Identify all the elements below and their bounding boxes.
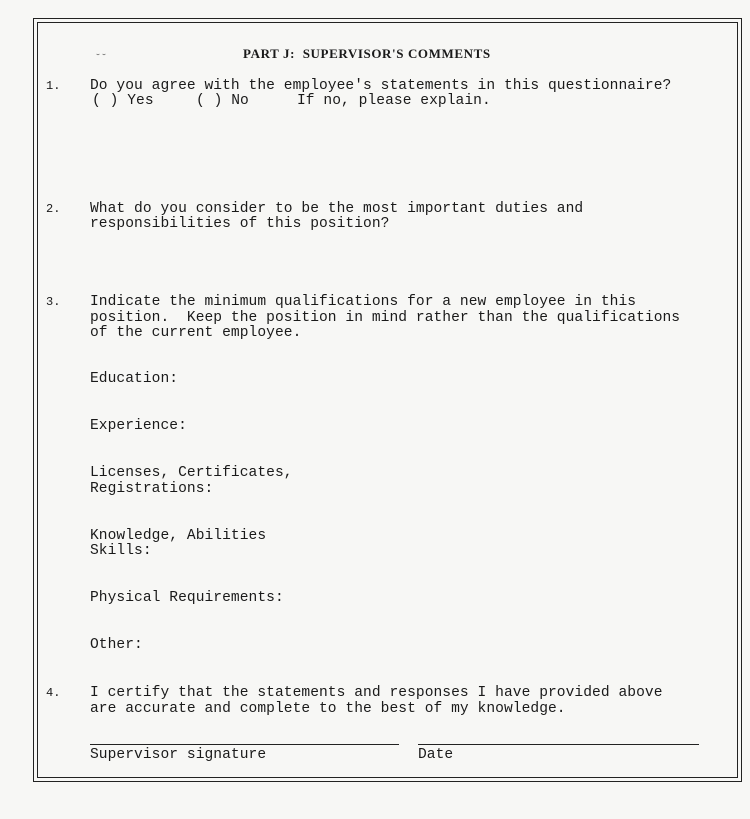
form-border-inner bbox=[37, 22, 738, 778]
question-2-number: 2. bbox=[46, 202, 61, 216]
licenses-label-line-2: Registrations: bbox=[90, 481, 214, 497]
experience-label: Experience: bbox=[90, 418, 187, 434]
date-line[interactable] bbox=[418, 744, 699, 745]
question-4-number: 4. bbox=[46, 686, 61, 700]
question-1-number: 1. bbox=[46, 79, 61, 93]
explain-prompt: If no, please explain. bbox=[297, 93, 491, 109]
question-1-text: Do you agree with the employee's statements in this questionnaire? bbox=[90, 78, 672, 94]
date-label: Date bbox=[418, 747, 454, 763]
knowledge-label-line-1: Knowledge, Abilities bbox=[90, 528, 267, 544]
education-label: Education: bbox=[90, 371, 179, 387]
physical-requirements-label: Physical Requirements: bbox=[90, 590, 284, 606]
question-3-number: 3. bbox=[46, 295, 61, 309]
form-title: PART J: SUPERVISOR'S COMMENTS bbox=[243, 46, 491, 61]
question-2-line-1: What do you consider to be the most important duties and bbox=[90, 201, 584, 217]
question-3-line-3: of the current employee. bbox=[90, 325, 302, 341]
signature-label: Supervisor signature bbox=[90, 747, 267, 763]
question-3-line-1: Indicate the minimum qualifications for a new employee in this bbox=[90, 294, 637, 310]
question-2-line-2: responsibilities of this position? bbox=[90, 216, 390, 232]
signature-line[interactable] bbox=[90, 744, 399, 745]
licenses-label-line-1: Licenses, Certificates, bbox=[90, 465, 293, 481]
question-4-line-1: I certify that the statements and responses I have provided above bbox=[90, 685, 663, 701]
question-3-line-2: position. Keep the position in mind rather than the qualifications bbox=[90, 310, 681, 326]
form-border-outer bbox=[33, 18, 742, 782]
no-checkbox-label[interactable]: ( ) No bbox=[196, 93, 249, 109]
other-label: Other: bbox=[90, 637, 143, 653]
scan-speck: ˘˘ bbox=[95, 54, 108, 65]
question-4-line-2: are accurate and complete to the best of my knowledge. bbox=[90, 701, 566, 717]
yes-checkbox-label[interactable]: ( ) Yes bbox=[92, 93, 154, 109]
knowledge-label-line-2: Skills: bbox=[90, 543, 152, 559]
